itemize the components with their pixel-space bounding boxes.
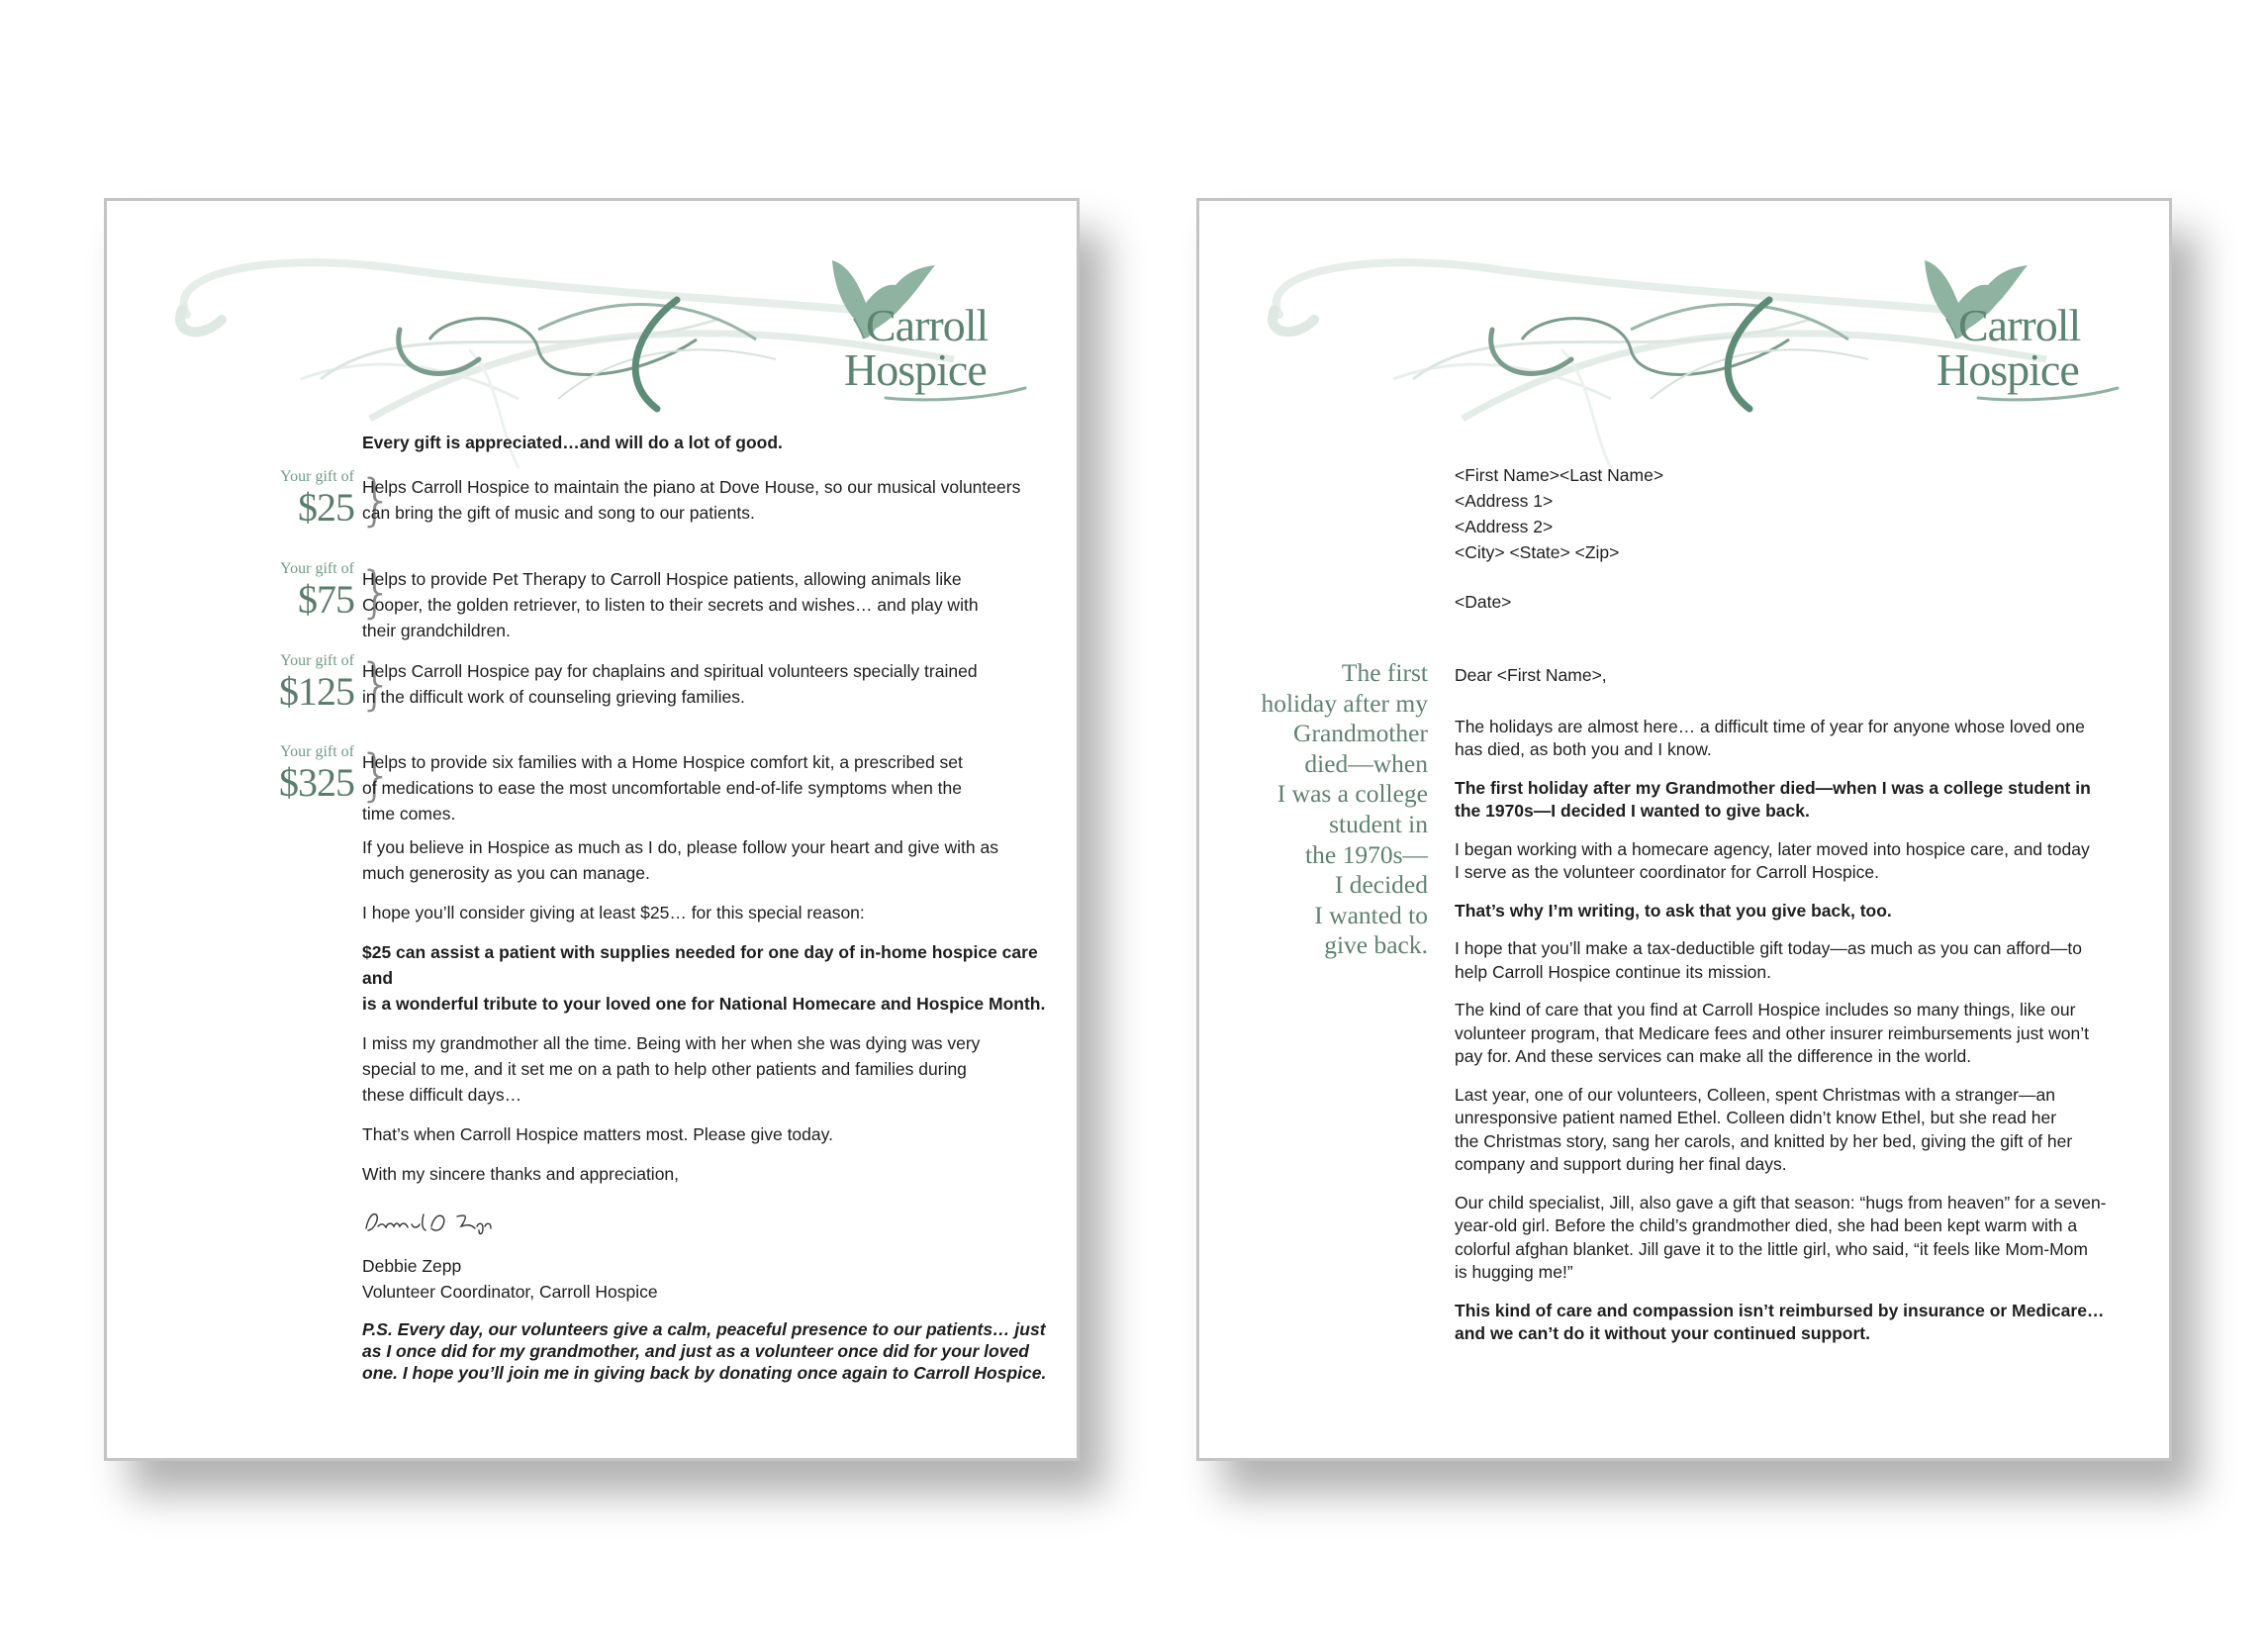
paragraph-line: the 1970s—I decided I wanted to give back. (1455, 801, 1810, 821)
paragraph-line: P.S. Every day, our volunteers give a calm, peaceful presence to our patients… just (362, 1319, 1046, 1339)
gift-description-line: Cooper, the golden retriever, to listen to their secrets and wishes… and play with (362, 595, 979, 615)
gift-description-line: Helps to provide Pet Therapy to Carroll Hospice patients, allowing animals like (362, 569, 962, 589)
paragraph-line: Our child specialist, Jill, also gave a gift that season: “hugs from heaven” for a seven- (1455, 1192, 2107, 1213)
gift-description (362, 749, 1045, 826)
paragraph-line: I hope that you’ll make a tax-deductible gift today—as much as you can afford—to (1455, 938, 2082, 958)
gift-description-line: Helps to provide six families with a Home Hospice comfort kit, a prescribed set (362, 752, 963, 772)
pull-quote-line: died—when (1304, 748, 1428, 778)
paragraph-line: $25 can assist a patient with supplies needed for one day of in-home hospice care and (362, 942, 1038, 988)
gift-option-25 (206, 468, 1057, 557)
gift-description (362, 474, 1045, 526)
paragraph-line: colorful afghan blanket. Jill gave it to the little girl, who said, “it feels like Mom-Mom (1455, 1238, 2088, 1259)
gift-label: Your gift of (280, 743, 354, 760)
letter-body-right (1455, 664, 2147, 1361)
salutation: Dear <First Name>, (1455, 665, 1607, 685)
paragraph-line: one. I hope you’ll join me in giving back by donating once again to Carroll Hospice. (362, 1363, 1047, 1383)
paragraph: That’s when Carroll Hospice matters most. Please give today. (362, 1124, 833, 1144)
paragraph-line: The first holiday after my Grandmother died—when I was a college student in (1455, 777, 2091, 798)
gift-label: Your gift of (280, 468, 354, 485)
paragraph-line: has died, as both you and I know. (1455, 739, 1712, 759)
paragraph-line: volunteer program, that Medicare fees and other insurer reimbursements just won’t (1455, 1022, 2089, 1043)
gift-description-line: in the difficult work of counseling grieving families. (362, 687, 745, 707)
paragraph-line: much generosity as you can manage. (362, 863, 650, 883)
address-line: <First Name><Last Name> (1455, 465, 1664, 485)
paragraph-line: company and support during her final days. (1455, 1154, 1787, 1174)
gift-option-325 (206, 743, 1057, 832)
highlight-paragraph (1455, 777, 2147, 824)
pull-quote (1223, 658, 1428, 961)
pull-quote-line: I wanted to (1314, 900, 1428, 929)
letter-page-left (104, 198, 1080, 1461)
closing: With my sincere thanks and appreciation, (362, 1164, 680, 1184)
gift-description-line: time comes. (362, 804, 456, 824)
pull-quote-line: give back. (1324, 930, 1428, 960)
paragraph (1455, 716, 2147, 762)
paragraph (1455, 1084, 2147, 1177)
brace-icon: } (358, 743, 394, 808)
paragraph-line: and we can’t do it without your continued support. (1455, 1323, 1870, 1343)
gift-description-line: Helps Carroll Hospice pay for chaplains and spiritual volunteers specially trained (362, 661, 978, 681)
paragraph-line: pay for. And these services can make all the difference in the world. (1455, 1046, 1972, 1066)
pull-quote-line: holiday after my (1261, 688, 1428, 718)
paragraph-line: I began working with a homecare agency, later moved into hospice care, and today (1455, 838, 2090, 859)
gift-amount: $125 (279, 669, 354, 714)
paragraph: I hope you’ll consider giving at least $25… for this special reason: (362, 903, 865, 922)
paragraph-line: If you believe in Hospice as much as I do, please follow your heart and give with as (362, 837, 998, 857)
paragraph (362, 1030, 1055, 1108)
pull-quote-line: The first (1341, 658, 1428, 687)
logo-word-carroll: Carroll (1958, 300, 2081, 350)
paragraph-line: is a wonderful tribute to your loved one for National Homecare and Hospice Month. (362, 994, 1046, 1014)
highlight-paragraph: That’s why I’m writing, to ask that you give back, too. (1455, 900, 1892, 921)
recipient-address (1455, 462, 2147, 565)
paragraph (1455, 937, 2147, 984)
logo-underline-swash (884, 386, 1027, 402)
gift-description-line: of medications to ease the most uncomfortable end-of-life symptoms when the (362, 778, 962, 798)
gift-intro: Every gift is appreciated…and will do a lot of good. (362, 433, 783, 452)
highlight-paragraph (1455, 1300, 2147, 1346)
paragraph-line: The kind of care that you find at Carroll Hospice includes so many things, like our (1455, 1000, 2076, 1019)
gift-amount: $75 (298, 577, 354, 622)
pull-quote-line: I decided (1334, 870, 1428, 900)
brace-icon: } (358, 560, 394, 625)
signer-block (362, 1253, 1055, 1305)
paragraph-line: the Christmas story, sang her carols, and knitted by her bed, giving the gift of her (1455, 1130, 2073, 1151)
gift-label: Your gift of (280, 652, 354, 669)
brace-icon: } (358, 468, 394, 533)
highlight-paragraph (362, 939, 1055, 1017)
signer-name: Debbie Zepp (362, 1256, 462, 1276)
gift-description-line: their grandchildren. (362, 621, 511, 640)
gift-description-line: can bring the gift of music and song to our patients. (362, 503, 755, 523)
paragraph (1455, 999, 2147, 1069)
paragraph-line: This kind of care and compassion isn’t reimbursed by insurance or Medicare… (1455, 1300, 2105, 1320)
paragraph-line: I miss my grandmother all the time. Being with her when she was dying was very (362, 1033, 981, 1053)
pull-quote-line: student in (1329, 809, 1428, 838)
carroll-hospice-logo (824, 255, 1032, 404)
logo-word-hospice: Hospice (844, 344, 987, 395)
brace-icon: } (358, 652, 394, 717)
signer-title: Volunteer Coordinator, Carroll Hospice (362, 1282, 658, 1302)
gift-option-125 (206, 652, 1057, 741)
paragraph-line: these difficult days… (362, 1085, 522, 1105)
paragraph (1455, 838, 2147, 885)
pull-quote-line: Grandmother (1293, 719, 1428, 748)
paragraph (1455, 1192, 2147, 1285)
paragraph-line: help Carroll Hospice continue its mission. (1455, 961, 1771, 982)
carroll-hospice-logo (1917, 255, 2125, 404)
pull-quote-line: the 1970s— (1305, 839, 1428, 869)
paragraph-line: is hugging me!” (1455, 1262, 1573, 1282)
logo-word-hospice: Hospice (1937, 344, 2079, 395)
logo-underline-swash (1976, 386, 2120, 402)
gift-label: Your gift of (280, 560, 354, 577)
address-line: <Address 1> (1455, 491, 1554, 511)
postscript (362, 1318, 1055, 1384)
address-line: <Address 2> (1455, 517, 1554, 536)
paragraph (362, 834, 1055, 886)
paragraph-line: special to me, and it set me on a path to help other patients and families during (362, 1059, 967, 1079)
paragraph-line: unresponsive patient named Ethel. Colleen didn’t know Ethel, but she read her (1455, 1108, 2057, 1127)
handwritten-signature (362, 1201, 501, 1242)
letter-date: <Date> (1455, 592, 1512, 612)
address-line: <City> <State> <Zip> (1455, 542, 1620, 562)
gift-description-line: Helps Carroll Hospice to maintain the piano at Dove House, so our musical volunteers (362, 477, 1021, 497)
logo-word-carroll: Carroll (866, 300, 989, 350)
gift-description (362, 658, 1045, 710)
gift-amount: $325 (279, 760, 354, 805)
gift-amount: $25 (298, 485, 354, 530)
paragraph-line: The holidays are almost here… a difficult time of year for anyone whose loved one (1455, 716, 2085, 736)
letter-page-right (1196, 198, 2172, 1461)
gift-description (362, 566, 1045, 643)
paragraph-line: as I once did for my grandmother, and just as a volunteer once did for your loved (362, 1341, 1029, 1361)
gift-option-75 (206, 560, 1057, 649)
paragraph-line: I serve as the volunteer coordinator for Carroll Hospice. (1455, 862, 1879, 882)
pull-quote-line: I was a college (1276, 779, 1428, 809)
letter-body-left (362, 834, 1055, 1398)
paragraph-line: year-old girl. Before the child’s grandmother died, she had been kept warm with a (1455, 1215, 2078, 1235)
paragraph-line: Last year, one of our volunteers, Colleen, spent Christmas with a stranger—an (1455, 1084, 2055, 1105)
